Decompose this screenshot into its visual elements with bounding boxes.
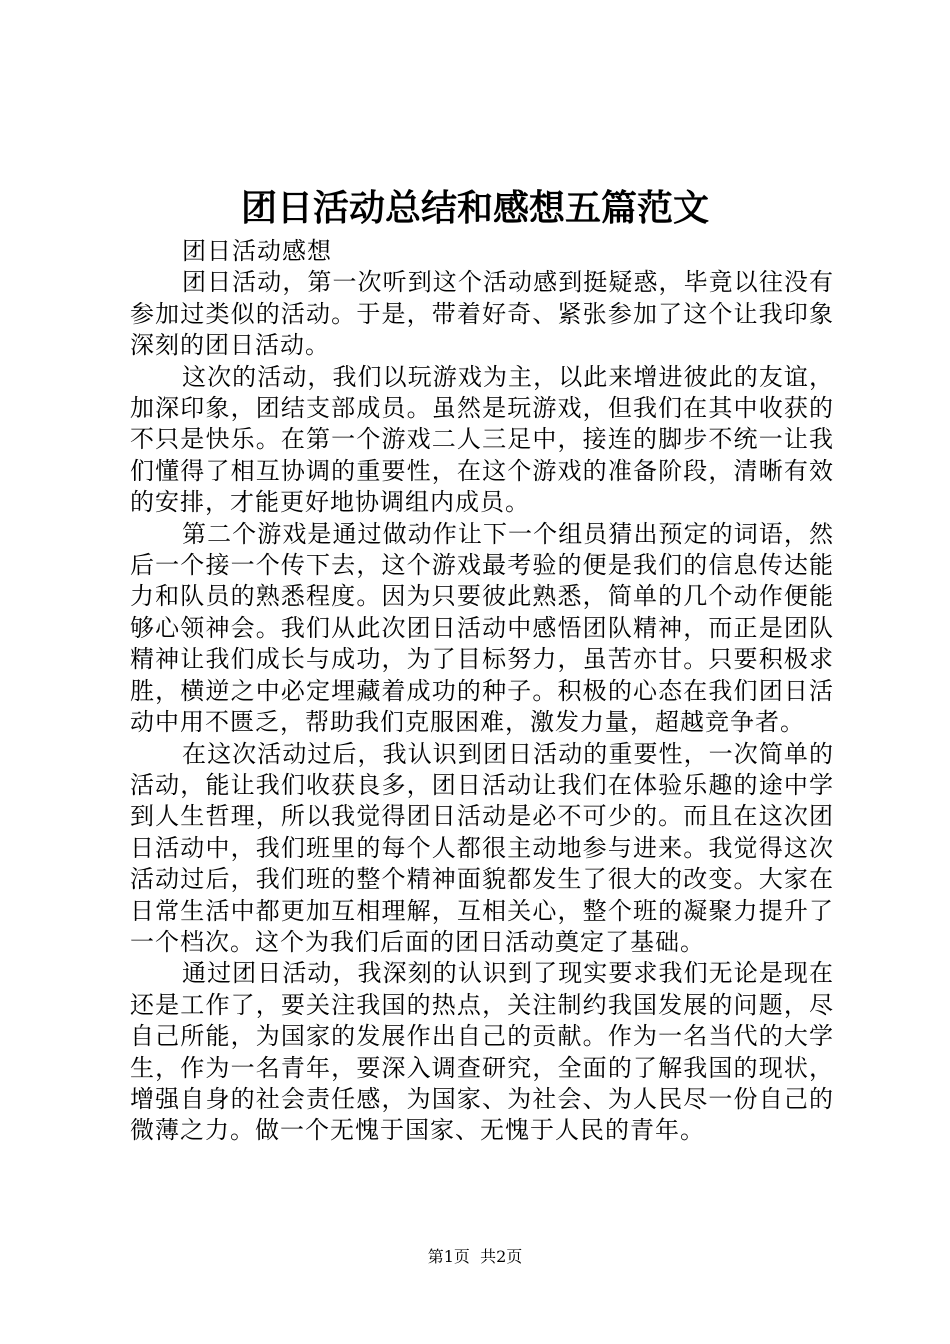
paragraph: 通过团日活动，我深刻的认识到了现实要求我们无论是现在还是工作了，要关注我国的热点，关注制约我国发展的问题，尽自己所能，为国家的发展作出自己的贡献。作为一名当代的大学生，作为一名青年，要深入调查研究，全面的了解我国的现状，增强自身的社会责任感，为国家、为社会、为人民尽一份自己的微薄之力。做一个无愧于国家、无愧于人民的青年。 bbox=[130, 959, 834, 1145]
paragraph-subtitle: 团日活动感想 bbox=[182, 237, 332, 265]
paragraph: 这次的活动，我们以玩游戏为主，以此来增进彼此的友谊，加深印象，团结支部成员。虽然是玩游戏，但我们在其中收获的不只是快乐。在第一个游戏二人三足中，接连的脚步不统一让我们懂得了相互协调的重要性，在这个游戏的准备阶段，清晰有效的安排，才能更好地协调组内成员。 bbox=[130, 362, 834, 517]
page-number: 第1页 bbox=[427, 1247, 470, 1266]
document-title: 团日活动总结和感想五篇范文 bbox=[240, 187, 709, 229]
paragraph: 第二个游戏是通过做动作让下一个组员猜出预定的词语，然后一个接一个传下去，这个游戏最考验的便是我们的信息传达能力和队员的熟悉程度。因为只要彼此熟悉，简单的几个动作便能够心领神会。我们从此次团日活动中感悟团队精神，而正是团队精神让我们成长与成功，为了目标努力，虽苦亦甘。只要积极求胜，横逆之中必定埋藏着成功的种子。积极的心态在我们团日活动中用不匮乏，帮助我们克服困难，激发力量，超越竞争者。 bbox=[130, 519, 834, 737]
page-footer bbox=[0, 1247, 950, 1267]
paragraph: 在这次活动过后，我认识到团日活动的重要性，一次简单的活动，能让我们收获良多，团日活动让我们在体验乐趣的途中学到人生哲理，所以我觉得团日活动是必不可少的。而且在这次团日活动中，我们班里的每个人都很主动地参与进来。我觉得这次活动过后，我们班的整个精神面貌都发生了很大的改变。大家在日常生活中都更加互相理解，互相关心，整个班的凝聚力提升了一个档次。这个为我们后面的团日活动奠定了基础。 bbox=[130, 739, 834, 956]
page-total: 共2页 bbox=[480, 1247, 523, 1266]
document-body bbox=[130, 236, 834, 1147]
paragraph: 团日活动，第一次听到这个活动感到挺疑惑，毕竟以往没有参加过类似的活动。于是，带着好奇、紧张参加了这个让我印象深刻的团日活动。 bbox=[130, 268, 834, 360]
